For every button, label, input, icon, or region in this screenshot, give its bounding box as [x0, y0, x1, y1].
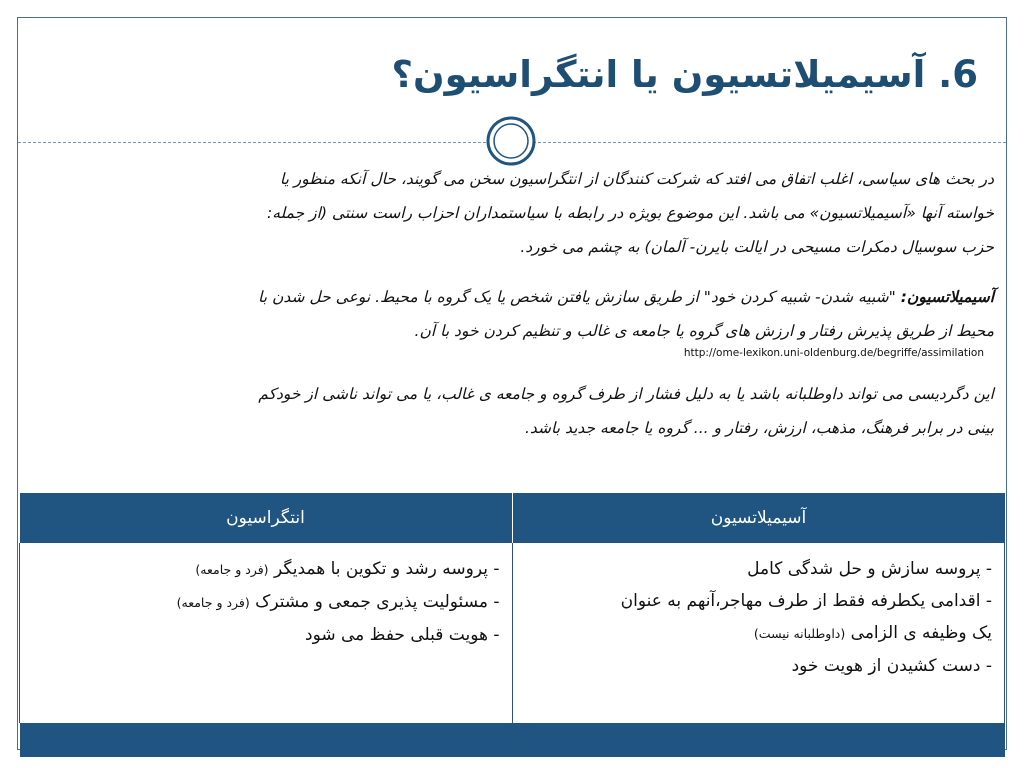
definition-term: آسیمیلاتسیون:: [900, 288, 994, 306]
integration-item-1: [28, 553, 500, 586]
assimilation-item-1: - پروسه سازش و حل شدگی کامل: [747, 559, 992, 579]
intro-line-2: خواسته آنها «آسیمیلاتسیون» می باشد. این موضوع بویژه در رابطه با سیاستمداران احزاب راست سنتی (از جمله:: [267, 204, 994, 222]
integration-item-1-note: (فرد و جامعه): [195, 562, 269, 577]
slide-title: 6. آسیمیلاتسیون یا انتگراسیون؟: [391, 53, 978, 96]
transformation-line-2: بینی در برابر فرهنگ، مذهب، ارزش، رفتار و ... گروه یا جامعه جدید باشد.: [524, 419, 994, 437]
integration-item-1-text: - پروسه رشد و تکوین با همدیگر: [273, 559, 500, 579]
footer-band-cell: [20, 723, 513, 757]
assimilation-cell: [512, 543, 1005, 723]
slide-body: [32, 162, 994, 445]
intro-line-1: در بحث های سیاسی، اغلب اتفاق می افتد که شرکت کنندگان از انتگراسیون سخن می گویند، حال آنکه منظور یا: [279, 170, 994, 188]
assimilation-item-3: [521, 617, 993, 650]
assimilation-item-2: - اقدامی یکطرفه فقط از طرف مهاجر،آنهم به عنوان: [620, 591, 992, 611]
integration-item-2-note: (فرد و جامعه): [176, 595, 250, 610]
intro-line-3: حزب سوسیال دمکرات مسیحی در ایالت بایرن- آلمان) به چشم می خورد.: [520, 238, 994, 256]
transformation-line-1: این دگردیسی می تواند داوطلبانه باشد یا به دلیل فشار از طرف گروه و جامعه ی غالب، یا می تواند ناشی از خودکم: [258, 385, 994, 403]
source-url: http://ome-lexikon.uni-oldenburg.de/begriffe/assimilation: [683, 347, 984, 359]
assimilation-item-4: - دست کشیدن از هویت خود: [791, 656, 992, 676]
intro-paragraph: [32, 162, 994, 264]
definition-line-2: محیط از طریق پذیرش رفتار و ارزش های گروه یا جامعه ی غالب و تنظیم کردن خود با آن.: [414, 322, 994, 340]
table-footer-band: [20, 723, 1005, 757]
header-integration: انتگراسیون: [20, 493, 513, 543]
comparison-table: [19, 493, 1005, 757]
assimilation-item-3-note: (داوطلبانه نیست): [753, 626, 846, 641]
integration-cell: [20, 543, 513, 723]
table-row: [20, 543, 1005, 723]
ring-decoration: [486, 116, 536, 166]
transformation-paragraph: [32, 377, 994, 445]
definition-line-1: "شبیه شدن- شبیه کردن خود" از طریق سازش یافتن شخص یا یک گروه با محیط. نوعی حل شدن با: [258, 288, 901, 306]
assimilation-item-3-text: یک وظیفه ی الزامی: [850, 623, 992, 643]
footer-band-cell: [512, 723, 1005, 757]
integration-item-2-text: - مسئولیت پذیری جمعی و مشترک: [255, 592, 500, 612]
definition-paragraph: [32, 280, 994, 348]
table-header-row: [20, 493, 1005, 543]
header-assimilation: آسیمیلاتسیون: [512, 493, 1005, 543]
integration-item-2: [28, 586, 500, 619]
integration-item-3: - هویت قبلی حفظ می شود: [305, 625, 500, 645]
